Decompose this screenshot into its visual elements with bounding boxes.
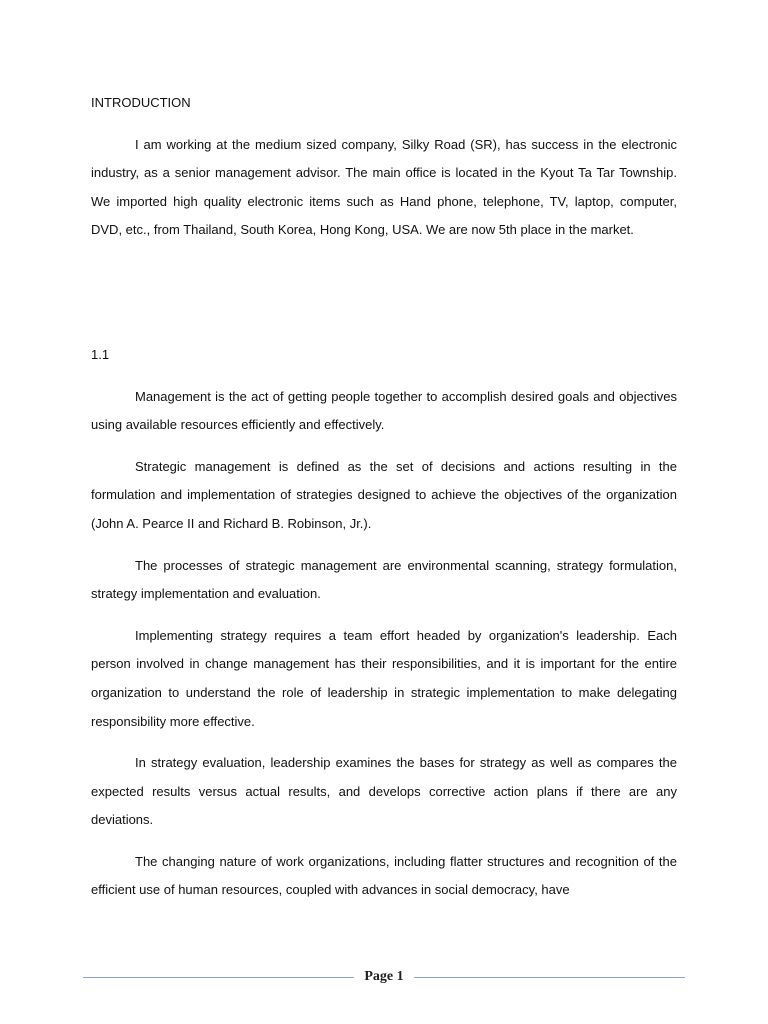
section-paragraph: Strategic management is defined as the set of decisions and actions resulting in the formulation and implementation of strategies designed to achieve the objectives of the organization (John A. Pearce II and Richard B. Robinson, Jr.). [91,458,677,531]
section-paragraph: Management is the act of getting people together to accomplish desired goals and objectives using available resources efficiently and effectively. [91,388,677,433]
section-paragraph: Implementing strategy requires a team effort headed by organization's leadership. Each person involved in change management has their responsibilities, and it is important for the entire organization to understand the role of leadership in strategic implementation to make delegating responsibility more effective. [91,627,677,729]
document-body [91,89,677,918]
intro-heading: INTRODUCTION [91,95,191,110]
footer-rule-right [414,977,685,978]
page-footer [83,966,685,988]
page-number: Page 1 [364,969,404,984]
footer-rule-left [83,977,354,978]
section-paragraph: The processes of strategic management are environmental scanning, strategy formulation, strategy implementation and evaluation. [91,557,677,602]
section-number: 1.1 [91,346,110,362]
section-paragraph: The changing nature of work organizations, including flatter structures and recognition of the efficient use of human resources, coupled with advances in social democracy, have [91,853,677,898]
intro-paragraph: I am working at the medium sized company, Silky Road (SR), has success in the electronic industry, as a senior management advisor. The main office is located in the Kyout Ta Tar Township. We imported high quality electronic items such as Hand phone, telephone, TV, laptop, computer, DVD, etc., from Thailand, South Korea, Hong Kong, USA. We are now 5th place in the market. [91,136,677,238]
section-paragraph: In strategy evaluation, leadership examines the bases for strategy as well as compares the expected results versus actual results, and develops corrective action plans if there are any deviations. [91,755,677,828]
